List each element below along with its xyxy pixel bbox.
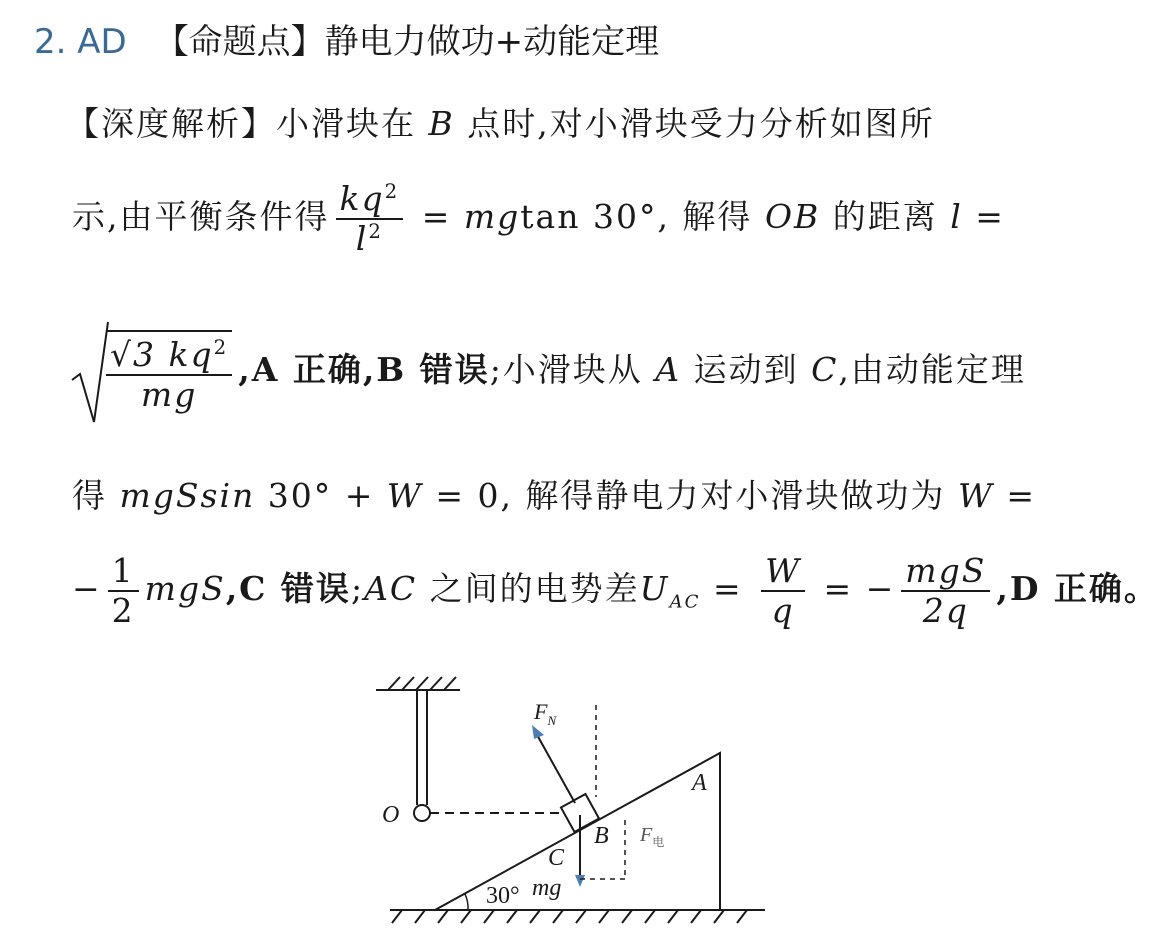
equals: = — [409, 196, 464, 236]
frac-den: 2q — [922, 590, 969, 630]
sqrt-den: mg — [140, 375, 198, 414]
point-c: C — [811, 350, 839, 389]
verdict-d: ,D 正确。 — [996, 568, 1159, 608]
exp: 2 — [368, 219, 383, 243]
sqrt-expression — [70, 318, 238, 426]
exp: 2 — [213, 336, 229, 360]
text: 示,由平衡条件得 — [72, 196, 330, 236]
gravity-arrow-icon — [575, 875, 585, 887]
text: 之间的电势差 — [417, 568, 640, 608]
label-c: C — [548, 845, 565, 871]
text: 运动到 — [681, 350, 812, 389]
exp: 2 — [384, 180, 400, 203]
sqrt-num: √3 kq — [110, 335, 214, 375]
solution-line-5 — [72, 552, 1159, 630]
frac-num: kq — [339, 179, 385, 218]
w: W — [957, 476, 994, 515]
frac-den: q — [771, 590, 795, 630]
label-a: A — [692, 770, 707, 796]
minus: − — [72, 568, 102, 608]
text: 的距离 — [820, 196, 951, 236]
w: W — [386, 476, 423, 515]
mgs-sin: mgSsin — [119, 476, 256, 515]
u: U — [639, 568, 670, 608]
fraction-w-q — [761, 552, 805, 630]
text: ;小滑块从 — [489, 350, 656, 389]
text: 小滑块在 — [276, 104, 429, 143]
label-o: O — [382, 802, 400, 828]
text: 得 — [72, 476, 120, 515]
normal-force-line — [536, 733, 575, 803]
equals: = — [700, 568, 756, 608]
mgs: mgS — [144, 568, 226, 608]
equals: = — [993, 476, 1036, 515]
label-fn: $F_N$ — [534, 699, 557, 728]
angle-arc — [465, 894, 468, 910]
force-diagram — [360, 665, 780, 945]
equals-minus: = − — [811, 568, 896, 608]
label-b: B — [594, 823, 609, 849]
solution-line-4 — [72, 470, 1036, 517]
radical-sign-icon — [70, 318, 110, 426]
text: = 0, 解得静电力对小滑块做功为 — [422, 476, 958, 515]
fraction-mgs-2q — [901, 552, 990, 630]
construction-lines — [580, 705, 625, 879]
verdict-ab: ,A 正确,B 错误 — [238, 350, 490, 389]
frac-num: W — [761, 552, 805, 592]
point-b: B — [428, 104, 455, 143]
text: ,由动能定理 — [838, 350, 1026, 389]
solution-line-3 — [70, 318, 1026, 426]
answer-header — [34, 14, 659, 63]
solution-line-2 — [72, 180, 1005, 258]
frac-den: 2 — [111, 590, 135, 630]
solution-line-1 — [66, 98, 935, 145]
analysis-label: 【深度解析】 — [66, 104, 276, 143]
text: , 解得 — [657, 196, 765, 236]
answer-number: 2. AD — [34, 22, 127, 62]
l: l — [950, 196, 963, 236]
mg: mg — [463, 196, 521, 236]
ground-hatch — [390, 910, 765, 923]
label-mg: mg — [532, 875, 562, 901]
frac-num: 1 — [108, 552, 139, 592]
normal-force-arrow-icon — [532, 725, 544, 739]
support-rod — [417, 690, 427, 805]
u-sub: AC — [669, 591, 701, 613]
ac: AC — [364, 568, 418, 608]
tan: tan 30° — [520, 196, 658, 236]
text: 30° + — [255, 476, 387, 515]
sqrt-fraction — [106, 330, 232, 414]
label-fq: $F_电$ — [640, 824, 665, 849]
frac-den: l — [355, 218, 369, 258]
topic-tag: 【命题点】静电力做功+动能定理 — [154, 22, 660, 62]
text: ; — [350, 568, 365, 608]
point-a: A — [655, 350, 682, 389]
label-angle: 30° — [486, 883, 520, 909]
text: 点时,对小滑块受力分析如图所 — [454, 104, 935, 143]
charge-o — [414, 805, 430, 821]
ceiling-hatch — [376, 677, 460, 690]
equals: = — [962, 196, 1005, 236]
frac-num: mgS — [901, 552, 990, 592]
fraction-kq2-l2 — [336, 180, 404, 258]
ob: OB — [764, 196, 821, 236]
fraction-half — [108, 552, 139, 630]
verdict-c: ,C 错误 — [225, 568, 351, 608]
